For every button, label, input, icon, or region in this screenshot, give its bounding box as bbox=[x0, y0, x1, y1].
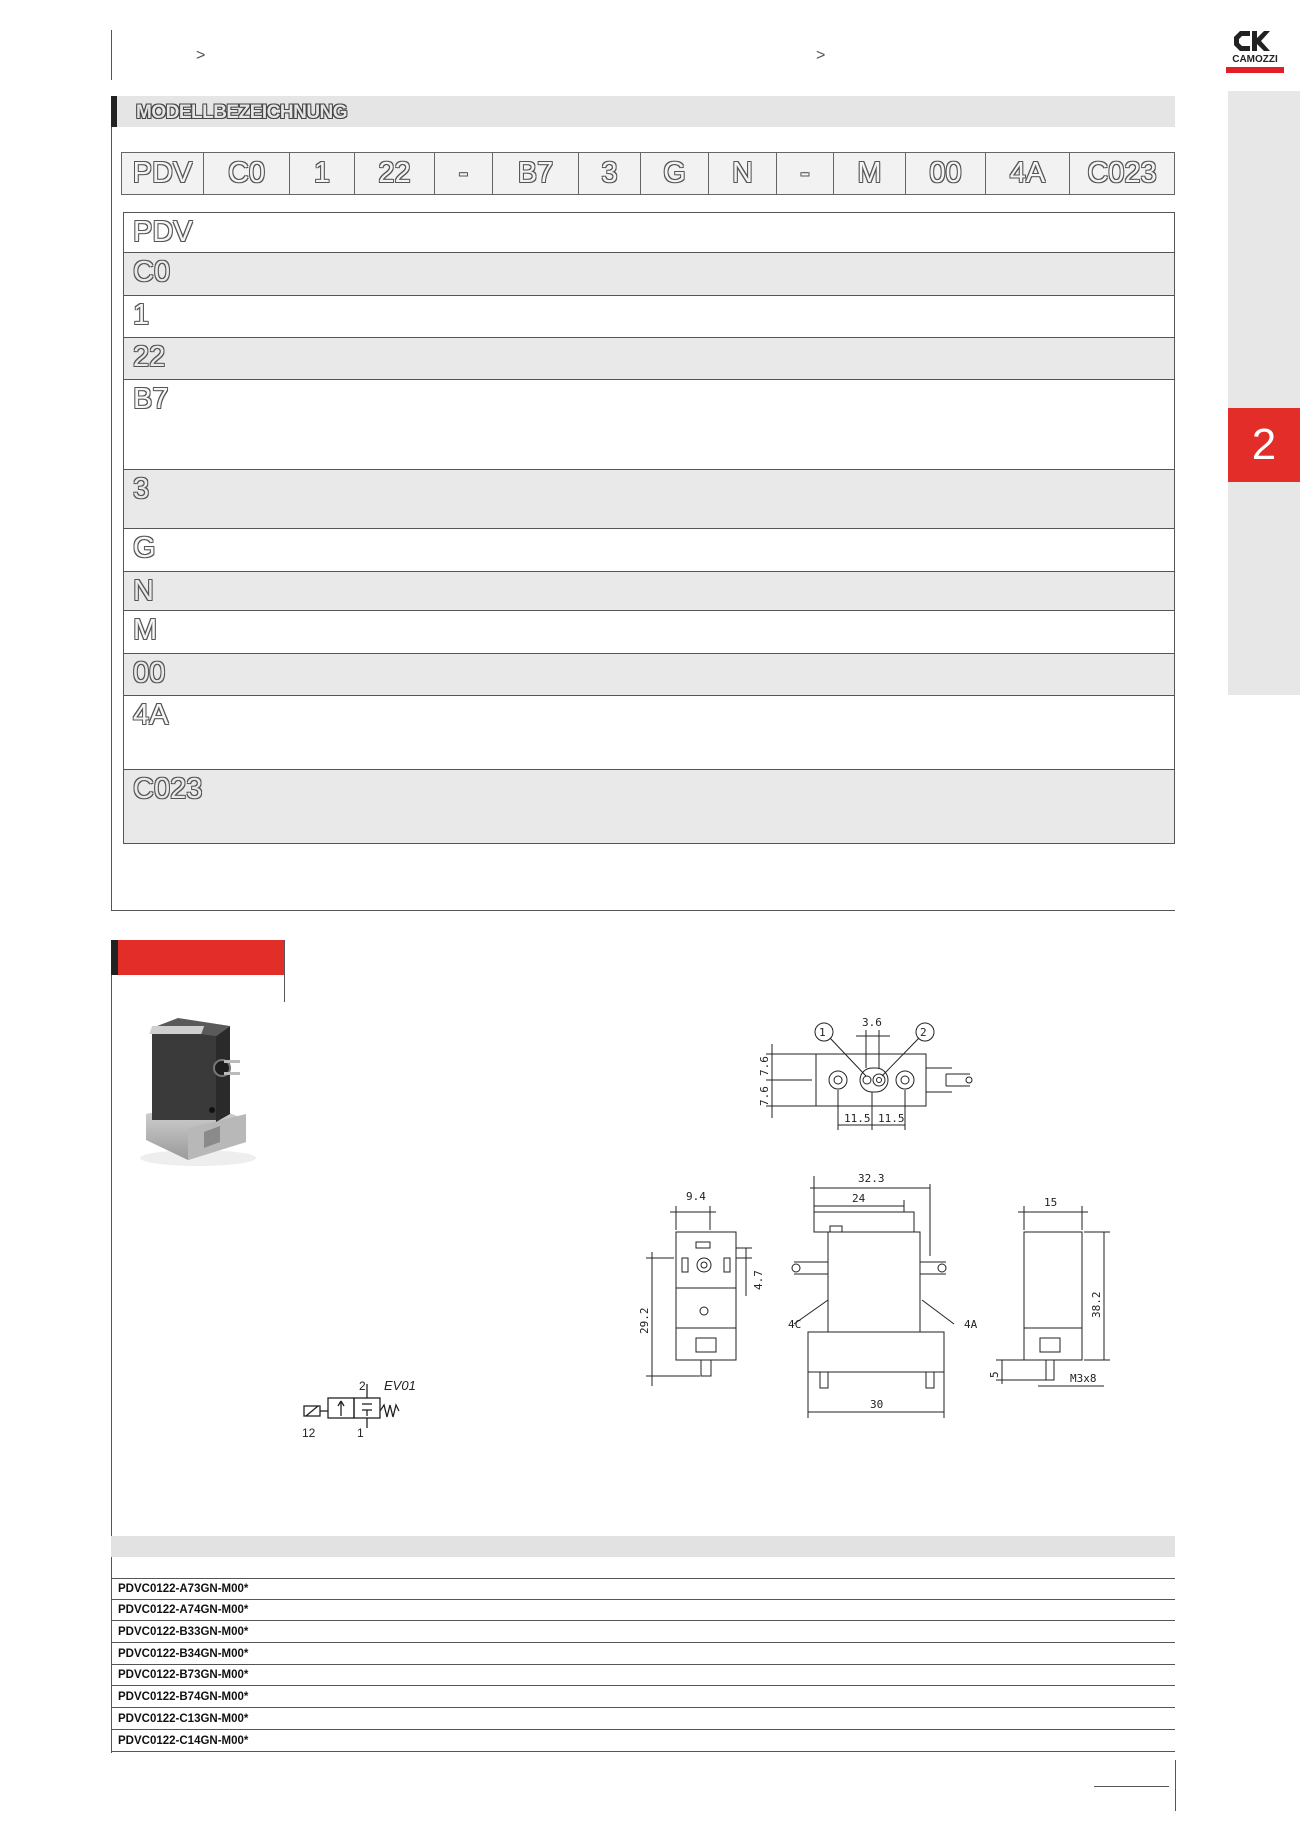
top-view-drawing bbox=[752, 1012, 982, 1138]
logo-bar bbox=[1226, 67, 1284, 73]
product-table-header bbox=[111, 1536, 1175, 1557]
port-label: 1 bbox=[357, 1426, 364, 1440]
product-code: PDVC0122-A74GN-M00* bbox=[118, 1604, 249, 1616]
legend-row: C023 bbox=[124, 770, 1174, 844]
table-row bbox=[111, 1709, 1175, 1730]
product-code: PDVC0122-C14GN-M00* bbox=[118, 1735, 249, 1747]
heading-bar bbox=[111, 940, 118, 975]
legend-row: 22 bbox=[124, 338, 1174, 380]
port-label: 2 bbox=[359, 1379, 366, 1393]
legend-row: M bbox=[124, 611, 1174, 654]
legend-row: 1 bbox=[124, 296, 1174, 338]
section-frame-left bbox=[111, 96, 112, 911]
code-part: 1 bbox=[289, 153, 354, 194]
dimension-label: 29.2 bbox=[638, 1307, 651, 1334]
valve-photo bbox=[128, 1010, 258, 1170]
code-part: PDV bbox=[121, 153, 203, 194]
dimension-label: 4.7 bbox=[752, 1270, 765, 1290]
dimension-label: 7.6 bbox=[758, 1086, 771, 1106]
callout-number: 1 bbox=[819, 1026, 826, 1039]
legend-row: B7 bbox=[124, 380, 1174, 470]
code-part: N bbox=[708, 153, 776, 194]
code-legend-table bbox=[123, 212, 1175, 844]
code-part: C0 bbox=[203, 153, 289, 194]
port-label: 12 bbox=[302, 1426, 316, 1440]
product-section-heading bbox=[111, 940, 285, 975]
symbol-label: EV01 bbox=[384, 1378, 416, 1393]
code-part: - bbox=[776, 153, 833, 194]
product-table-subheader bbox=[111, 1557, 1175, 1579]
header-divider bbox=[111, 30, 112, 80]
section-frame-bottom bbox=[111, 910, 1175, 911]
breadcrumb-separator: > bbox=[196, 47, 206, 64]
code-part: - bbox=[434, 153, 492, 194]
dimension-label: M3x8 bbox=[1070, 1372, 1097, 1385]
camozzi-logo bbox=[1226, 28, 1284, 76]
table-row bbox=[111, 1644, 1175, 1665]
dimension-label: 3.6 bbox=[862, 1016, 882, 1029]
chapter-tab bbox=[1228, 91, 1300, 695]
valve-symbol-diagram bbox=[296, 1376, 416, 1442]
dimension-label: 5 bbox=[988, 1371, 1001, 1378]
code-part: 3 bbox=[578, 153, 640, 194]
breadcrumb-separator: > bbox=[816, 47, 826, 64]
heading-divider bbox=[284, 940, 285, 1002]
dimension-label: 38.2 bbox=[1090, 1291, 1103, 1318]
legend-row: 4A bbox=[124, 696, 1174, 770]
code-part: 22 bbox=[354, 153, 434, 194]
table-row bbox=[111, 1600, 1175, 1621]
product-code: PDVC0122-B73GN-M00* bbox=[118, 1669, 249, 1681]
model-code-strip bbox=[121, 152, 1175, 195]
footer-divider bbox=[1175, 1760, 1176, 1811]
code-part: B7 bbox=[492, 153, 578, 194]
dimension-label: 7.6 bbox=[758, 1056, 771, 1076]
callout-number: 2 bbox=[920, 1026, 927, 1039]
product-code: PDVC0122-B33GN-M00* bbox=[118, 1626, 249, 1638]
table-row bbox=[111, 1687, 1175, 1708]
section-title: MODELLBEZEICHNUNG bbox=[136, 102, 348, 123]
legend-row: 3 bbox=[124, 470, 1174, 529]
dimension-label: 24 bbox=[852, 1192, 866, 1205]
table-row bbox=[111, 1731, 1175, 1752]
logo-text: CAMOZZI bbox=[1232, 54, 1278, 65]
chapter-number: 2 bbox=[1228, 408, 1300, 482]
code-part: M bbox=[833, 153, 905, 194]
dimension-label: 15 bbox=[1044, 1196, 1058, 1209]
product-code: PDVC0122-B74GN-M00* bbox=[118, 1691, 249, 1703]
dimension-label: 32.3 bbox=[858, 1172, 885, 1185]
product-code: PDVC0122-C13GN-M00* bbox=[118, 1713, 249, 1725]
dimension-label: 11.5 bbox=[844, 1112, 871, 1125]
front-side-view-drawing bbox=[634, 1170, 1114, 1432]
table-row bbox=[111, 1579, 1175, 1600]
code-part: C023 bbox=[1069, 153, 1175, 194]
dimension-label: 30 bbox=[870, 1398, 884, 1411]
dimension-label: 9.4 bbox=[686, 1190, 706, 1203]
section-heading bbox=[111, 96, 1175, 127]
port-label: 4A bbox=[964, 1318, 978, 1331]
logo-mark-icon bbox=[1226, 28, 1284, 54]
code-part: G bbox=[640, 153, 708, 194]
product-code: PDVC0122-A73GN-M00* bbox=[118, 1583, 249, 1595]
footer-rule bbox=[1094, 1786, 1169, 1787]
legend-row: PDV bbox=[124, 213, 1174, 253]
legend-row: N bbox=[124, 572, 1174, 611]
product-code: PDVC0122-B34GN-M00* bbox=[118, 1648, 249, 1660]
legend-row: C0 bbox=[124, 253, 1174, 296]
code-part: 00 bbox=[905, 153, 985, 194]
table-row bbox=[111, 1665, 1175, 1686]
table-row bbox=[111, 1622, 1175, 1643]
heading-bar bbox=[111, 96, 117, 127]
port-label: 4C bbox=[788, 1318, 802, 1331]
dimension-label: 11.5 bbox=[878, 1112, 905, 1125]
legend-row: G bbox=[124, 529, 1174, 572]
code-part: 4A bbox=[985, 153, 1069, 194]
legend-row: 00 bbox=[124, 654, 1174, 696]
